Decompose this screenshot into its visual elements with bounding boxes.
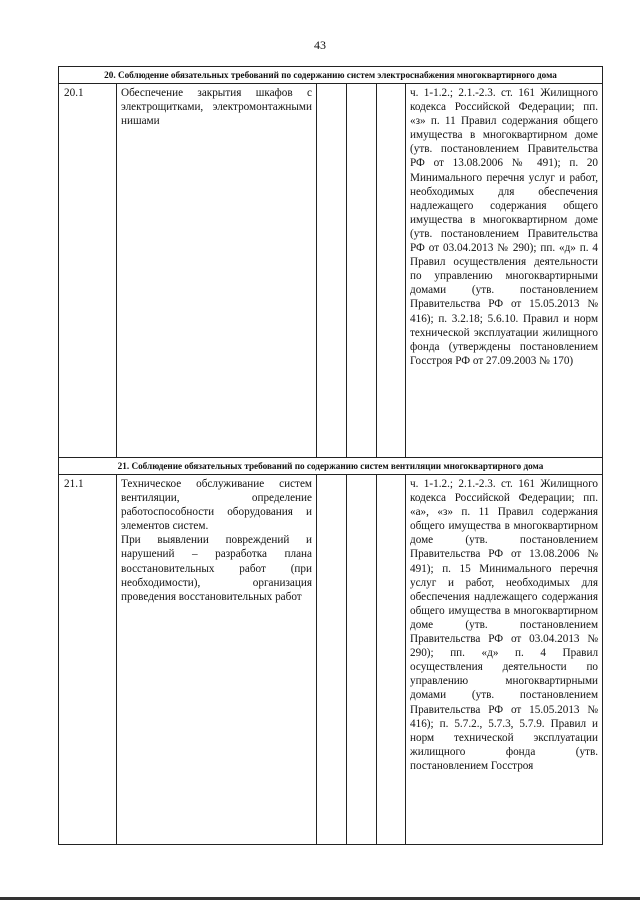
description-paragraph: Обеспечение закрытия шкафов с электрощитками, электромонтажными нишами xyxy=(121,87,312,128)
legal-basis: ч. 1-1.2.; 2.1.-2.3. ст. 161 Жилищного кодекса Российской Федерации; пп. «з» п. 11 Правил содержания общего имущества в многоквартирном доме (утв. постановлением Правительства РФ от 13.08.2006 № 491); п. 20 Минимального перечня услуг и работ, необходимых для обеспечения надлежащего содержания общего имущества в многоквартирном доме (утв. постановлением Правительства РФ от 03.04.2013 № 290); пп. «д» п. 4 Правил осуществления деятельности по управлению многоквартирными домами (утв. постановлением Правительства РФ от 15.05.2013 № 416); п. 3.2.18; 5.6.10. Правил и норм технической эксплуатации жилищного фонда (утверждены постановлением Госстроя РФ от 27.09.2003 № 170) xyxy=(406,84,603,458)
blank-cell xyxy=(317,475,347,845)
requirement-description xyxy=(117,84,317,458)
legal-basis: ч. 1-1.2.; 2.1.-2.3. ст. 161 Жилищного кодекса Российской Федерации; пп. «а», «з» п. 11 Правил содержания общего имущества в многоквартирном доме (утв. постановлением Правительства РФ от 13.08.2006 № 491); п. 15 Минимального перечня услуг и работ, необходимых для обеспечения надлежащего содержания общего имущества в многоквартирном доме (утв. постановлением Правительства РФ от 03.04.2013 № 290); пп. «д» п. 4 Правил осуществления деятельности по управлению многоквартирными домами (утв. постановлением Правительства РФ от 15.05.2013 № 416); п. 5.7.2., 5.7.3, 5.7.9. Правил и норм технической эксплуатации жилищного фонда (утв. постановлением Госстроя xyxy=(406,475,603,845)
requirements-table xyxy=(58,66,603,845)
description-paragraph: При выявлении повреждений и нарушений – разработка плана восстановительных работ (при необходимости), организация проведения восстановительных работ xyxy=(121,534,312,603)
table-row xyxy=(59,84,603,458)
section-title: 21. Соблюдение обязательных требований по содержанию систем вентиляции многоквартирного дома xyxy=(59,458,603,475)
section-title: 20. Соблюдение обязательных требований по содержанию систем электроснабжения многоквартирного дома xyxy=(59,67,603,84)
blank-cell xyxy=(317,84,347,458)
blank-cell xyxy=(347,475,377,845)
row-number: 21.1 xyxy=(59,475,117,845)
row-number: 20.1 xyxy=(59,84,117,458)
page-number: 43 xyxy=(314,38,326,52)
blank-cell xyxy=(347,84,377,458)
description-paragraph: Техническое обслуживание систем вентиляции, определение работоспособности оборудования и элементов систем. xyxy=(121,478,312,533)
section-header-21 xyxy=(59,458,603,475)
blank-cell xyxy=(377,84,406,458)
requirement-description xyxy=(117,475,317,845)
table-row xyxy=(59,475,603,845)
scan-edge-line xyxy=(0,897,640,900)
section-header-20 xyxy=(59,67,603,84)
blank-cell xyxy=(377,475,406,845)
